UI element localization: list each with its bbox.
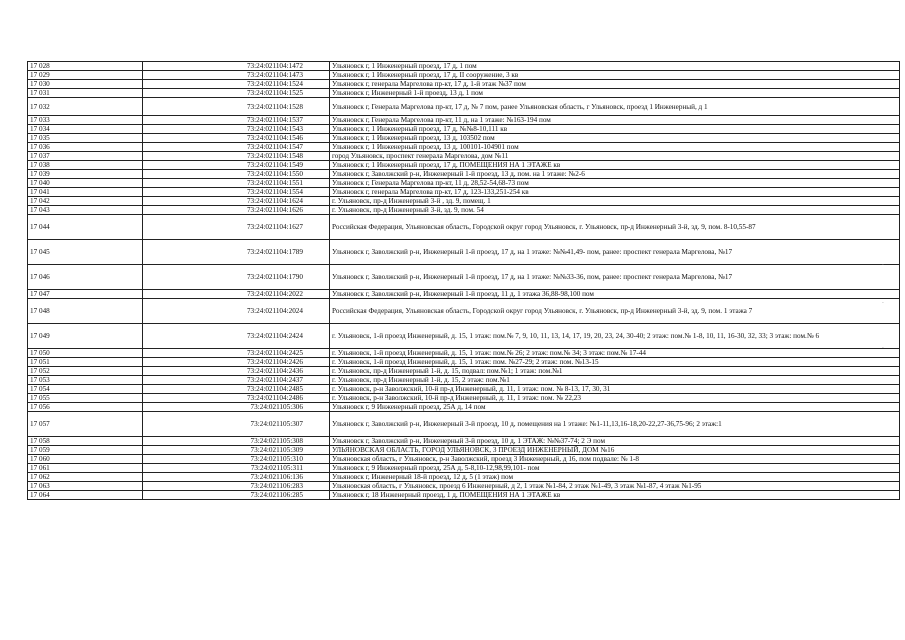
cadastral-number-cell: 73:24:021104:2486 bbox=[143, 394, 330, 403]
table-row bbox=[28, 80, 900, 89]
cadastral-number-cell: 73:24:021105:310 bbox=[143, 455, 330, 464]
table-row bbox=[28, 324, 900, 349]
address-cell: Ульяновск г, генерала Маргелова пр-кт, 17 д, 1-й этаж №37 пом bbox=[330, 80, 900, 89]
cadastral-number-cell: 73:24:021104:1624 bbox=[143, 197, 330, 206]
row-number-cell: 17 040 bbox=[28, 179, 143, 188]
address-cell: Ульяновск г, Заволжский р-н, Инженерный 1-й проезд, 17 д, на 1 этаже: №№33-36, пом, ранее: проспект генерала Маргелова, №17 bbox=[330, 265, 900, 290]
table-row bbox=[28, 473, 900, 482]
cadastral-number-cell: 73:24:021104:2436 bbox=[143, 367, 330, 376]
address-cell: Ульяновск г, Заволжский р-н, Инженерный 3-й проезд, 10 д, помещения на 1 этаже: №1-11,13,16-18,20-22,27-36,75-96; 2 этаж:1 bbox=[330, 412, 900, 437]
cadastral-number-cell: 73:24:021104:1528 bbox=[143, 98, 330, 116]
table-row bbox=[28, 403, 900, 412]
row-number-cell: 17 031 bbox=[28, 89, 143, 98]
row-number-cell: 17 057 bbox=[28, 412, 143, 437]
address-cell: Ульяновск г, 1 Инженерный проезд, 17 д, II сооружение, 3 кв bbox=[330, 71, 900, 80]
table-row bbox=[28, 376, 900, 385]
row-number-cell: 17 049 bbox=[28, 324, 143, 349]
cadastral-number-cell: 73:24:021104:2424 bbox=[143, 324, 330, 349]
registry-sheet bbox=[27, 61, 900, 500]
table-row bbox=[28, 455, 900, 464]
cadastral-number-cell: 73:24:021104:1550 bbox=[143, 170, 330, 179]
table-row bbox=[28, 98, 900, 116]
row-number-cell: 17 059 bbox=[28, 446, 143, 455]
cadastral-number-cell: 73:24:021106:136 bbox=[143, 473, 330, 482]
table-row bbox=[28, 464, 900, 473]
table-row bbox=[28, 265, 900, 290]
address-cell: Ульяновск г, 1 Инженерный проезд, 17 д, 1 пом bbox=[330, 62, 900, 71]
table-row bbox=[28, 240, 900, 265]
cadastral-registry-table bbox=[27, 61, 900, 500]
row-number-cell: 17 063 bbox=[28, 482, 143, 491]
scan-edge-mark: · bbox=[882, 262, 884, 269]
cadastral-number-cell: 73:24:021104:2485 bbox=[143, 385, 330, 394]
scan-edge-mark: · bbox=[882, 300, 884, 307]
row-number-cell: 17 052 bbox=[28, 367, 143, 376]
row-number-cell: 17 039 bbox=[28, 170, 143, 179]
table-row bbox=[28, 116, 900, 125]
row-number-cell: 17 061 bbox=[28, 464, 143, 473]
address-cell: Российская Федерация, Ульяновская область, Городской округ город Ульяновск, г. Ульяновск, пр-д Инженерный 3-й, зд. 9, пом. 1 этажа 7 bbox=[330, 299, 900, 324]
table-row bbox=[28, 299, 900, 324]
cadastral-number-cell: 73:24:021105:308 bbox=[143, 437, 330, 446]
row-number-cell: 17 048 bbox=[28, 299, 143, 324]
cadastral-number-cell: 73:24:021104:1543 bbox=[143, 125, 330, 134]
row-number-cell: 17 028 bbox=[28, 62, 143, 71]
address-cell: Ульяновск г, 1 Инженерный проезд, 17 д, ПОМЕЩЕНИЯ НА 1 ЭТАЖЕ кв bbox=[330, 161, 900, 170]
address-cell: Ульяновская область, г Ульяновск, р-н Заволжский, проезд 3 Инженерный, д 16, пом подвале: № 1-8 bbox=[330, 455, 900, 464]
table-row bbox=[28, 437, 900, 446]
table-row bbox=[28, 491, 900, 500]
cadastral-number-cell: 73:24:021104:1548 bbox=[143, 152, 330, 161]
cadastral-number-cell: 73:24:021104:1549 bbox=[143, 161, 330, 170]
row-number-cell: 17 055 bbox=[28, 394, 143, 403]
table-row bbox=[28, 482, 900, 491]
table-row bbox=[28, 367, 900, 376]
row-number-cell: 17 053 bbox=[28, 376, 143, 385]
address-cell: г. Ульяновск, 1-й проезд Инженерный, д. 15, 1 этаж: пом.№ 7, 9, 10, 11, 13, 14, 17, 19, 20, 23, 24, 30-40; 2 этаж: пом.№ 1-8, 10, 11, 16-30, 32, 33; 3 этаж: пом.№ 6 bbox=[330, 324, 900, 349]
row-number-cell: 17 035 bbox=[28, 134, 143, 143]
cadastral-number-cell: 73:24:021105:311 bbox=[143, 464, 330, 473]
row-number-cell: 17 038 bbox=[28, 161, 143, 170]
scan-edge-mark: · bbox=[882, 345, 884, 352]
address-cell: город Ульяновск, проспект генерала Маргелова, дом №11 bbox=[330, 152, 900, 161]
address-cell: Ульяновск г, Генерала Маргелова пр-кт, 17 д, № 7 пом, ранее Ульяновская область, г Ульяновск, проезд 1 Инженерный, д 1 bbox=[330, 98, 900, 116]
cadastral-number-cell: 73:24:021104:1790 bbox=[143, 265, 330, 290]
table-row bbox=[28, 152, 900, 161]
address-cell: УЛЬЯНОВСКАЯ ОБЛАСТЬ, ГОРОД УЛЬЯНОВСК, 3 ПРОЕЗД ИНЖЕНЕРНЫЙ, ДОМ №16 bbox=[330, 446, 900, 455]
row-number-cell: 17 030 bbox=[28, 80, 143, 89]
address-cell: Ульяновск г, 1 Инженерный проезд, 13 д, 100101-104901 пом bbox=[330, 143, 900, 152]
table-row bbox=[28, 290, 900, 299]
cadastral-number-cell: 73:24:021104:2022 bbox=[143, 290, 330, 299]
address-cell: Ульяновск г, Заволжский р-н, Инженерный 3-й проезд, 10 д, 1 ЭТАЖ: №№37-74; 2 Э пом bbox=[330, 437, 900, 446]
address-cell: Ульяновск г, Инженерный 18-й проезд, 12 д, 5 (1 этаж) пом bbox=[330, 473, 900, 482]
row-number-cell: 17 032 bbox=[28, 98, 143, 116]
address-cell: Ульяновск г, 9 Инженерный проезд, 25А д, 5-8,10-12,98,99,101- пом bbox=[330, 464, 900, 473]
table-row bbox=[28, 125, 900, 134]
table-row bbox=[28, 358, 900, 367]
row-number-cell: 17 047 bbox=[28, 290, 143, 299]
address-cell: Ульяновск г, Генерала Маргелова пр-кт, 11 д, 28,52-54,68-73 пом bbox=[330, 179, 900, 188]
cadastral-number-cell: 73:24:021104:1551 bbox=[143, 179, 330, 188]
cadastral-number-cell: 73:24:021104:1525 bbox=[143, 89, 330, 98]
row-number-cell: 17 056 bbox=[28, 403, 143, 412]
cadastral-number-cell: 73:24:021105:306 bbox=[143, 403, 330, 412]
address-cell: Ульяновск г, Заволжский р-н, Инженерный 1-й проезд, 13 д, пом. на 1 этаже: №2-6 bbox=[330, 170, 900, 179]
table-row bbox=[28, 161, 900, 170]
cadastral-number-cell: 73:24:021105:307 bbox=[143, 412, 330, 437]
cadastral-number-cell: 73:24:021104:1627 bbox=[143, 215, 330, 240]
row-number-cell: 17 051 bbox=[28, 358, 143, 367]
cadastral-number-cell: 73:24:021104:1626 bbox=[143, 206, 330, 215]
table-row bbox=[28, 385, 900, 394]
address-cell: г. Ульяновск, пр-д Инженерный 3-й, зд. 9, пом. 54 bbox=[330, 206, 900, 215]
cadastral-number-cell: 73:24:021104:2024 bbox=[143, 299, 330, 324]
row-number-cell: 17 062 bbox=[28, 473, 143, 482]
cadastral-number-cell: 73:24:021105:309 bbox=[143, 446, 330, 455]
registry-table-body bbox=[28, 62, 900, 500]
row-number-cell: 17 044 bbox=[28, 215, 143, 240]
table-row bbox=[28, 215, 900, 240]
row-number-cell: 17 045 bbox=[28, 240, 143, 265]
table-row bbox=[28, 71, 900, 80]
cadastral-number-cell: 73:24:021104:2426 bbox=[143, 358, 330, 367]
table-row bbox=[28, 412, 900, 437]
row-number-cell: 17 037 bbox=[28, 152, 143, 161]
table-row bbox=[28, 197, 900, 206]
cadastral-number-cell: 73:24:021104:1546 bbox=[143, 134, 330, 143]
row-number-cell: 17 029 bbox=[28, 71, 143, 80]
row-number-cell: 17 046 bbox=[28, 265, 143, 290]
address-cell: Ульяновск г, 9 Инженерный проезд, 25А д, 14 пом bbox=[330, 403, 900, 412]
address-cell: Ульяновск г, Генерала Маргелова пр-кт, 11 д, на 1 этаже: №163-194 пом bbox=[330, 116, 900, 125]
address-cell: г. Ульяновск, р-н Заволжский, 10-й пр-д Инженерный, д. 11, 1 этаж: пом. № 8-13, 17, 30, 31 bbox=[330, 385, 900, 394]
row-number-cell: 17 058 bbox=[28, 437, 143, 446]
row-number-cell: 17 034 bbox=[28, 125, 143, 134]
cadastral-number-cell: 73:24:021104:1547 bbox=[143, 143, 330, 152]
cadastral-number-cell: 73:24:021104:1789 bbox=[143, 240, 330, 265]
address-cell: г. Ульяновск, пр-д Инженерный 3-й , зд. 9, помещ. 1 bbox=[330, 197, 900, 206]
row-number-cell: 17 043 bbox=[28, 206, 143, 215]
cadastral-number-cell: 73:24:021104:1554 bbox=[143, 188, 330, 197]
address-cell: Ульяновск г, Заволжский р-н, Инженерный 1-й проезд, 17 д, на 1 этаже: №№41,49- пом, ранее: проспект генерала Маргелова, №17 bbox=[330, 240, 900, 265]
address-cell: Ульяновская область, г Ульяновск, проезд 6 Инженерный, д 2, 1 этаж №1-84, 2 этаж №1-49, 3 этаж №1-87, 4 этаж №1-95 bbox=[330, 482, 900, 491]
address-cell: г. Ульяновск, 1-й проезд Инженерный, д. 15, 1 этаж: пом. №27-29; 2 этаж: пом. №13-15 bbox=[330, 358, 900, 367]
address-cell: Ульяновск г, 1 Инженерный проезд, 17 д, №№8-10,111 кв bbox=[330, 125, 900, 134]
cadastral-number-cell: 73:24:021104:2437 bbox=[143, 376, 330, 385]
address-cell: г. Ульяновск, пр-д Инженерный 1-й, д. 15, подвал: пом.№1; 1 этаж: пом.№1 bbox=[330, 367, 900, 376]
address-cell: г. Ульяновск, 1-й проезд Инженерный, д. 15, 1 этаж: пом.№ 26; 2 этаж: пом.№ 34; 3 этаж: пом.№ 17-44 bbox=[330, 349, 900, 358]
cadastral-number-cell: 73:24:021104:1472 bbox=[143, 62, 330, 71]
row-number-cell: 17 033 bbox=[28, 116, 143, 125]
address-cell: г. Ульяновск, пр-д Инженерный 1-й, д. 15, 2 этаж: пом.№1 bbox=[330, 376, 900, 385]
table-row bbox=[28, 134, 900, 143]
table-row bbox=[28, 89, 900, 98]
table-row bbox=[28, 206, 900, 215]
table-row bbox=[28, 143, 900, 152]
table-row bbox=[28, 188, 900, 197]
address-cell: Ульяновск г, 18 Инженерный проезд, 1 д, ПОМЕЩЕНИЯ НА 1 ЭТАЖЕ кв bbox=[330, 491, 900, 500]
table-row bbox=[28, 349, 900, 358]
address-cell: г. Ульяновск, р-н Заволжский, 10-й пр-д Инженерный, д. 11, 1 этаж: пом. № 22,23 bbox=[330, 394, 900, 403]
cadastral-number-cell: 73:24:021104:1473 bbox=[143, 71, 330, 80]
cadastral-number-cell: 73:24:021104:1524 bbox=[143, 80, 330, 89]
table-row bbox=[28, 394, 900, 403]
address-cell: Ульяновск г, 1 Инженерный проезд, 13 д, 103502 пом bbox=[330, 134, 900, 143]
address-cell: Российская Федерация, Ульяновская область, Городской округ город Ульяновск, г. Ульяновск, пр-д Инженерный 3-й, зд. 9, пом. 8-10,55-87 bbox=[330, 215, 900, 240]
table-row bbox=[28, 446, 900, 455]
row-number-cell: 17 064 bbox=[28, 491, 143, 500]
table-row bbox=[28, 170, 900, 179]
cadastral-number-cell: 73:24:021104:2425 bbox=[143, 349, 330, 358]
row-number-cell: 17 060 bbox=[28, 455, 143, 464]
row-number-cell: 17 036 bbox=[28, 143, 143, 152]
address-cell: Ульяновск г, генерала Маргелова пр-кт, 17 д, 123-133,251-254 кв bbox=[330, 188, 900, 197]
row-number-cell: 17 042 bbox=[28, 197, 143, 206]
row-number-cell: 17 041 bbox=[28, 188, 143, 197]
table-row bbox=[28, 179, 900, 188]
row-number-cell: 17 054 bbox=[28, 385, 143, 394]
address-cell: Ульяновск г, Инженерный 1-й проезд, 13 д, 1 пом bbox=[330, 89, 900, 98]
row-number-cell: 17 050 bbox=[28, 349, 143, 358]
address-cell: Ульяновск г, Заволжский р-н, Инженерный 1-й проезд, 11 д, 1 этажа 36,88-98,100 пом bbox=[330, 290, 900, 299]
cadastral-number-cell: 73:24:021106:283 bbox=[143, 482, 330, 491]
table-row bbox=[28, 62, 900, 71]
cadastral-number-cell: 73:24:021106:285 bbox=[143, 491, 330, 500]
cadastral-number-cell: 73:24:021104:1537 bbox=[143, 116, 330, 125]
